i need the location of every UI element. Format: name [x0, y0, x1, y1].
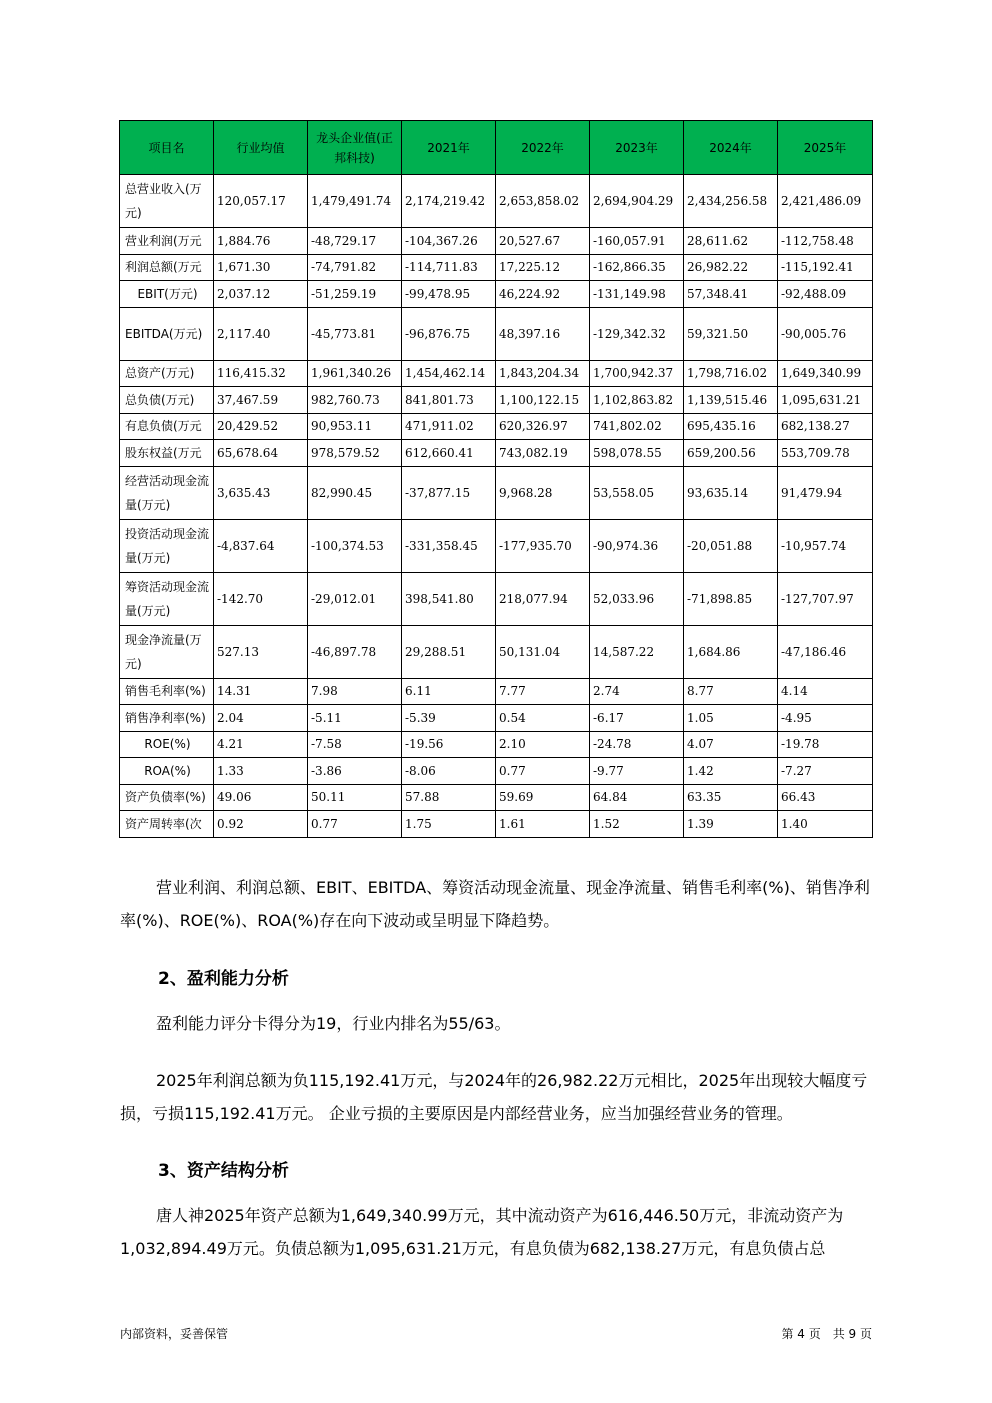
table-cell: -127,707.97 — [778, 572, 873, 625]
row-label: ROA(%) — [120, 758, 214, 785]
row-label: 现金净流量(万元) — [120, 625, 214, 678]
table-cell: 2,037.12 — [214, 281, 308, 308]
table-cell: 50.11 — [308, 784, 402, 811]
row-label: 总资产(万元) — [120, 360, 214, 387]
table-row — [120, 440, 873, 467]
table-cell: -114,711.83 — [402, 254, 496, 281]
table-cell: 57.88 — [402, 784, 496, 811]
table-cell: -8.06 — [402, 758, 496, 785]
column-header: 龙头企业值(正邦科技) — [308, 121, 402, 175]
table-cell: -9.77 — [590, 758, 684, 785]
table-cell: 8.77 — [684, 678, 778, 705]
table-cell: 398,541.80 — [402, 572, 496, 625]
footer-confidential: 内部资料，妥善保管 — [120, 1327, 229, 1341]
table-cell: -131,149.98 — [590, 281, 684, 308]
table-header-row — [120, 121, 873, 175]
table-cell: 1,479,491.74 — [308, 175, 402, 228]
table-cell: 53,558.05 — [590, 466, 684, 519]
table-cell: 1,700,942.37 — [590, 360, 684, 387]
table-cell: -162,866.35 — [590, 254, 684, 281]
table-cell: -115,192.41 — [778, 254, 873, 281]
table-cell: 2,174,219.42 — [402, 175, 496, 228]
table-cell: 620,326.97 — [496, 413, 590, 440]
table-cell: 2.10 — [496, 731, 590, 758]
table-cell: 1.52 — [590, 811, 684, 838]
table-body — [120, 175, 873, 838]
table-cell: 116,415.32 — [214, 360, 308, 387]
table-cell: 978,579.52 — [308, 440, 402, 467]
table-cell: 4.21 — [214, 731, 308, 758]
table-cell: -71,898.85 — [684, 572, 778, 625]
table-cell: -19.78 — [778, 731, 873, 758]
column-header: 项目名 — [120, 121, 214, 175]
table-cell: -142.70 — [214, 572, 308, 625]
column-header: 2024年 — [684, 121, 778, 175]
table-cell: -5.11 — [308, 705, 402, 732]
row-label: 资产周转率(次 — [120, 811, 214, 838]
table-cell: 1.75 — [402, 811, 496, 838]
row-label: 经营活动现金流量(万元) — [120, 466, 214, 519]
table-cell: 57,348.41 — [684, 281, 778, 308]
row-label: 股东权益(万元 — [120, 440, 214, 467]
table-row — [120, 705, 873, 732]
table-cell: 1,454,462.14 — [402, 360, 496, 387]
table-cell: 1.33 — [214, 758, 308, 785]
table-cell: -45,773.81 — [308, 307, 402, 360]
row-label: EBIT(万元) — [120, 281, 214, 308]
table-cell: 1,843,204.34 — [496, 360, 590, 387]
table-cell: 1.39 — [684, 811, 778, 838]
table-cell: -5.39 — [402, 705, 496, 732]
section-3-asset-paragraph: 唐人神2025年资产总额为1,649,340.99万元，其中流动资产为616,446.50万元，非流动资产为1,032,894.49万元。负债总额为1,095,631.21万元，有息负债为682,138.27万元，有息负债占总 — [120, 1206, 844, 1258]
section-2-title: 2、盈利能力分析 — [158, 969, 289, 989]
table-cell: 20,429.52 — [214, 413, 308, 440]
table-cell: 2.74 — [590, 678, 684, 705]
table-cell: -7.58 — [308, 731, 402, 758]
table-cell: 1.42 — [684, 758, 778, 785]
column-header: 行业均值 — [214, 121, 308, 175]
column-header: 2023年 — [590, 121, 684, 175]
table-cell: 982,760.73 — [308, 387, 402, 414]
table-cell: -74,791.82 — [308, 254, 402, 281]
table-cell: 1,884.76 — [214, 228, 308, 255]
table-cell: 1,798,716.02 — [684, 360, 778, 387]
table-cell: 2.04 — [214, 705, 308, 732]
table-cell: 1,961,340.26 — [308, 360, 402, 387]
table-cell: 14.31 — [214, 678, 308, 705]
table-row — [120, 625, 873, 678]
table-cell: 0.77 — [308, 811, 402, 838]
table-cell: 682,138.27 — [778, 413, 873, 440]
table-row — [120, 466, 873, 519]
row-label: 营业利润(万元 — [120, 228, 214, 255]
column-header: 2021年 — [402, 121, 496, 175]
table-cell: 841,801.73 — [402, 387, 496, 414]
table-cell: 46,224.92 — [496, 281, 590, 308]
row-label: 销售毛利率(%) — [120, 678, 214, 705]
table-cell: 1.40 — [778, 811, 873, 838]
table-cell: 28,611.62 — [684, 228, 778, 255]
table-cell: -331,358.45 — [402, 519, 496, 572]
table-cell: -90,974.36 — [590, 519, 684, 572]
table-cell: -48,729.17 — [308, 228, 402, 255]
table-row — [120, 572, 873, 625]
table-cell: -19.56 — [402, 731, 496, 758]
table-cell: 49.06 — [214, 784, 308, 811]
table-row — [120, 228, 873, 255]
table-cell: 1,102,863.82 — [590, 387, 684, 414]
table-row — [120, 307, 873, 360]
table-cell: 527.13 — [214, 625, 308, 678]
table-row — [120, 175, 873, 228]
table-cell: 1,139,515.46 — [684, 387, 778, 414]
row-label: EBITDA(万元) — [120, 307, 214, 360]
table-cell: 1,100,122.15 — [496, 387, 590, 414]
table-cell: -3.86 — [308, 758, 402, 785]
table-row — [120, 387, 873, 414]
row-label: 利润总额(万元 — [120, 254, 214, 281]
table-cell: 612,660.41 — [402, 440, 496, 467]
section-2-loss-paragraph: 2025年利润总额为负115,192.41万元，与2024年的26,982.22万元相比，2025年出现较大幅度亏损，亏损115,192.41万元。 企业亏损的主要原因是内部经营业务，应当加强经营业务的管理。 — [120, 1071, 868, 1123]
footer-page-number: 第 4 页 共 9 页 — [781, 1327, 872, 1341]
table-row — [120, 413, 873, 440]
row-label: 资产负债率(%) — [120, 784, 214, 811]
table-row — [120, 360, 873, 387]
table-cell: 64.84 — [590, 784, 684, 811]
table-cell: -51,259.19 — [308, 281, 402, 308]
table-cell: 1,649,340.99 — [778, 360, 873, 387]
table-cell: 218,077.94 — [496, 572, 590, 625]
table-cell: 471,911.02 — [402, 413, 496, 440]
table-cell: -29,012.01 — [308, 572, 402, 625]
table-cell: 2,434,256.58 — [684, 175, 778, 228]
table-row — [120, 678, 873, 705]
section-2-score-paragraph: 盈利能力评分卡得分为19，行业内排名为55/63。 — [156, 1014, 511, 1033]
table-cell: -46,897.78 — [308, 625, 402, 678]
table-cell: 82,990.45 — [308, 466, 402, 519]
table-cell: 1.05 — [684, 705, 778, 732]
table-cell: -104,367.26 — [402, 228, 496, 255]
table-cell: 59,321.50 — [684, 307, 778, 360]
table-row — [120, 519, 873, 572]
row-label: 销售净利率(%) — [120, 705, 214, 732]
table-row — [120, 281, 873, 308]
table-cell: 1.61 — [496, 811, 590, 838]
table-cell: 743,082.19 — [496, 440, 590, 467]
row-label: 总负债(万元) — [120, 387, 214, 414]
table-row — [120, 758, 873, 785]
table-cell: 93,635.14 — [684, 466, 778, 519]
table-cell: 2,117.40 — [214, 307, 308, 360]
table-cell: 37,467.59 — [214, 387, 308, 414]
table-cell: 52,033.96 — [590, 572, 684, 625]
table-cell: 0.92 — [214, 811, 308, 838]
table-row — [120, 731, 873, 758]
table-cell: -37,877.15 — [402, 466, 496, 519]
table-cell: 6.11 — [402, 678, 496, 705]
table-cell: -24.78 — [590, 731, 684, 758]
table-cell: 59.69 — [496, 784, 590, 811]
table-cell: 7.98 — [308, 678, 402, 705]
table-cell: 695,435.16 — [684, 413, 778, 440]
financial-table — [119, 120, 873, 838]
table-cell: 3,635.43 — [214, 466, 308, 519]
row-label: 投资活动现金流量(万元) — [120, 519, 214, 572]
row-label: 有息负债(万元 — [120, 413, 214, 440]
trend-paragraph: 营业利润、利润总额、EBIT、EBITDA、筹资活动现金流量、现金净流量、销售毛利率(%)、销售净利率(%)、ROE(%)、ROA(%)存在向下波动或呈明显下降趋势。 — [120, 878, 870, 930]
table-cell: 26,982.22 — [684, 254, 778, 281]
table-row — [120, 254, 873, 281]
table-cell: 65,678.64 — [214, 440, 308, 467]
table-cell: 7.77 — [496, 678, 590, 705]
table-cell: -100,374.53 — [308, 519, 402, 572]
table-cell: 2,694,904.29 — [590, 175, 684, 228]
table-cell: -4.95 — [778, 705, 873, 732]
row-label: ROE(%) — [120, 731, 214, 758]
table-cell: 2,653,858.02 — [496, 175, 590, 228]
table-row — [120, 811, 873, 838]
table-cell: 50,131.04 — [496, 625, 590, 678]
table-cell: 0.54 — [496, 705, 590, 732]
table-cell: -10,957.74 — [778, 519, 873, 572]
table-cell: -112,758.48 — [778, 228, 873, 255]
table-row — [120, 784, 873, 811]
table-cell: -6.17 — [590, 705, 684, 732]
table-cell: -177,935.70 — [496, 519, 590, 572]
table-cell: 1,095,631.21 — [778, 387, 873, 414]
table-cell: -47,186.46 — [778, 625, 873, 678]
table-cell: 91,479.94 — [778, 466, 873, 519]
table-cell: 63.35 — [684, 784, 778, 811]
table-cell: 598,078.55 — [590, 440, 684, 467]
table-cell: 2,421,486.09 — [778, 175, 873, 228]
table-cell: 17,225.12 — [496, 254, 590, 281]
table-cell: -99,478.95 — [402, 281, 496, 308]
table-cell: -129,342.32 — [590, 307, 684, 360]
row-label: 总营业收入(万元) — [120, 175, 214, 228]
table-cell: 120,057.17 — [214, 175, 308, 228]
table-cell: 90,953.11 — [308, 413, 402, 440]
table-cell: 20,527.67 — [496, 228, 590, 255]
table-cell: 4.14 — [778, 678, 873, 705]
table-cell: -160,057.91 — [590, 228, 684, 255]
column-header: 2025年 — [778, 121, 873, 175]
table-cell: -20,051.88 — [684, 519, 778, 572]
table-cell: 66.43 — [778, 784, 873, 811]
table-cell: -7.27 — [778, 758, 873, 785]
table-cell: -4,837.64 — [214, 519, 308, 572]
table-cell: 9,968.28 — [496, 466, 590, 519]
section-3-title: 3、资产结构分析 — [158, 1161, 289, 1181]
table-cell: 1,684.86 — [684, 625, 778, 678]
table-cell: -96,876.75 — [402, 307, 496, 360]
table-cell: 4.07 — [684, 731, 778, 758]
table-cell: 553,709.78 — [778, 440, 873, 467]
column-header: 2022年 — [496, 121, 590, 175]
row-label: 筹资活动现金流量(万元) — [120, 572, 214, 625]
table-cell: 29,288.51 — [402, 625, 496, 678]
table-cell: 741,802.02 — [590, 413, 684, 440]
table-cell: -92,488.09 — [778, 281, 873, 308]
table-cell: 1,671.30 — [214, 254, 308, 281]
table-cell: 14,587.22 — [590, 625, 684, 678]
table-cell: 0.77 — [496, 758, 590, 785]
table-cell: -90,005.76 — [778, 307, 873, 360]
table-cell: 659,200.56 — [684, 440, 778, 467]
table-cell: 48,397.16 — [496, 307, 590, 360]
